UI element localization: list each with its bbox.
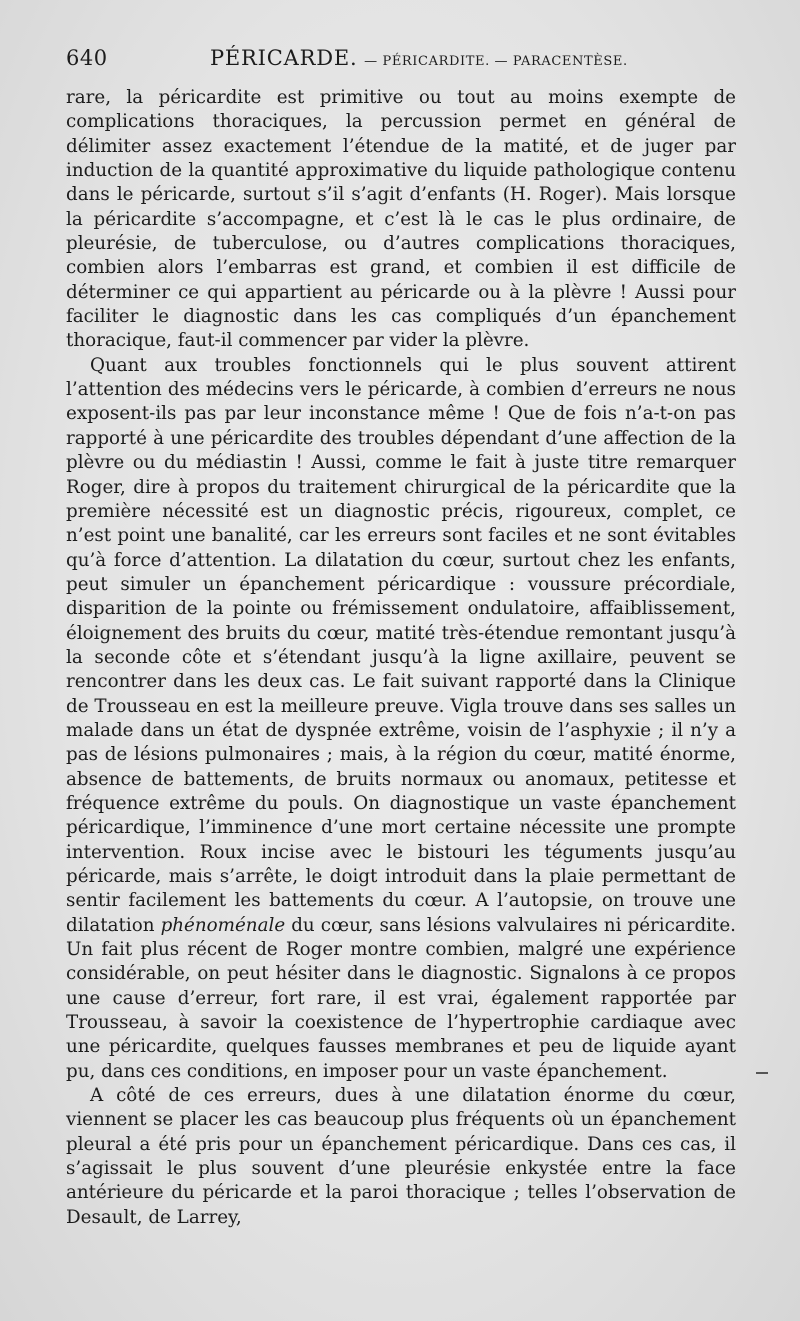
paragraph-3: A côté de ces erreurs, dues à une dilatation énorme du cœur, viennent se placer les cas beaucoup plus fréquents où un épanchement pleural a été pris pour un épanchement péricardique. Dans ces cas, il s’agissait le plus souvent d’une pleurésie enkystée entre la face antérieure du péricarde et la paroi thoracique ; telles l’observation de Desault, de Larrey, — [66, 1085, 736, 1228]
body-text — [66, 86, 736, 1230]
running-header — [66, 46, 736, 76]
running-title — [210, 46, 628, 70]
header-subtitle: — PÉRICARDITE. — PARACENTÈSE. — [364, 54, 628, 69]
header-title: PÉRICARDE. — [210, 46, 358, 70]
paragraph-2-text-a: Quant aux troubles fonctionnels qui le plus souvent attirent l’attention des médecins vers le péricarde, à combien d’erreurs ne nous exposent-ils pas par leur inconstance même ! Que de fois n’a-t-on pas rapporté à une péricardite des troubles dépendant d’une affection de la plèvre ou du médiastin ! Aussi, comme le fait à juste titre remarquer Roger, dire à propos du traitement chirurgical de la péricardite que la première nécessité est un diagnostic précis, rigoureux, complet, ce n’est point une banalité, car les erreurs sont faciles et ne sont évitables qu’à force d’attention. La dilatation du cœur, surtout chez les enfants, peut simuler un épanchement péricardique : voussure précordiale, disparition de la pointe ou frémissement ondulatoire, affaiblissement, éloignement des bruits du cœur, matité très-étendue remontant jusqu’à la seconde côte et s’étendant jusqu’à la ligne axillaire, peuvent se rencontrer dans les deux cas. Le fait suivant rapporté dans la Clinique de Trousseau en est la meilleure preuve. Vigla trouve dans ses salles un malade dans un état de dyspnée extrême, voisin de l’asphyxie ; il n’y a pas de lésions pulmonaires ; mais, à la région du cœur, matité énorme, absence de battements, de bruits normaux ou anomaux, petitesse et fréquence extrême du pouls. On diagnostique un vaste épanchement péricardique, l’imminence d’une mort certaine nécessite une prompte intervention. Roux incise avec le bistouri les téguments jusqu’au péricarde, mais s’arrête, le doigt introduit dans la plaie permettant de sentir facilement les battements du cœur. A l’autopsie, on trouve une dilatation — [66, 354, 736, 936]
paragraph-2-text-b: du cœur, sans lésions valvulaires ni péricardite. Un fait plus récent de Roger montre combien, malgré une expérience considérable, on peut hésiter dans le diagnostic. Signalons à ce propos une cause d’erreur, fort rare, il est vrai, également rapportée par Trousseau, à savoir la coexistence de l’hypertrophie cardiaque avec une péricardite, quelques fausses membranes et peu de liquide ayant pu, dans ces conditions, en imposer pour un vaste épanchement. — [66, 914, 736, 1082]
italic-emphasis: phénoménale — [160, 914, 286, 936]
page-number: 640 — [66, 46, 108, 70]
paragraph-2 — [66, 354, 736, 1084]
margin-mark — [756, 1072, 768, 1074]
paragraph-1: rare, la péricardite est primitive ou tout au moins exempte de complications thoraciques, la percussion permet en général de délimiter assez exactement l’étendue de la matité, et de juger par induction de la quantité approximative du liquide pathologique contenu dans le péricarde, surtout s’il s’agit d’enfants (H. Roger). Mais lorsque la péricardite s’accompagne, et c’est là le cas le plus ordinaire, de pleurésie, de tuberculose, ou d’autres complications thoraciques, combien alors l’embarras est grand, et combien il est difficile de déterminer ce qui appartient au péricarde ou à la plèvre ! Aussi pour faciliter le diagnostic dans les cas compliqués d’un épanchement thoracique, faut-il commencer par vider la plèvre. — [66, 87, 736, 352]
